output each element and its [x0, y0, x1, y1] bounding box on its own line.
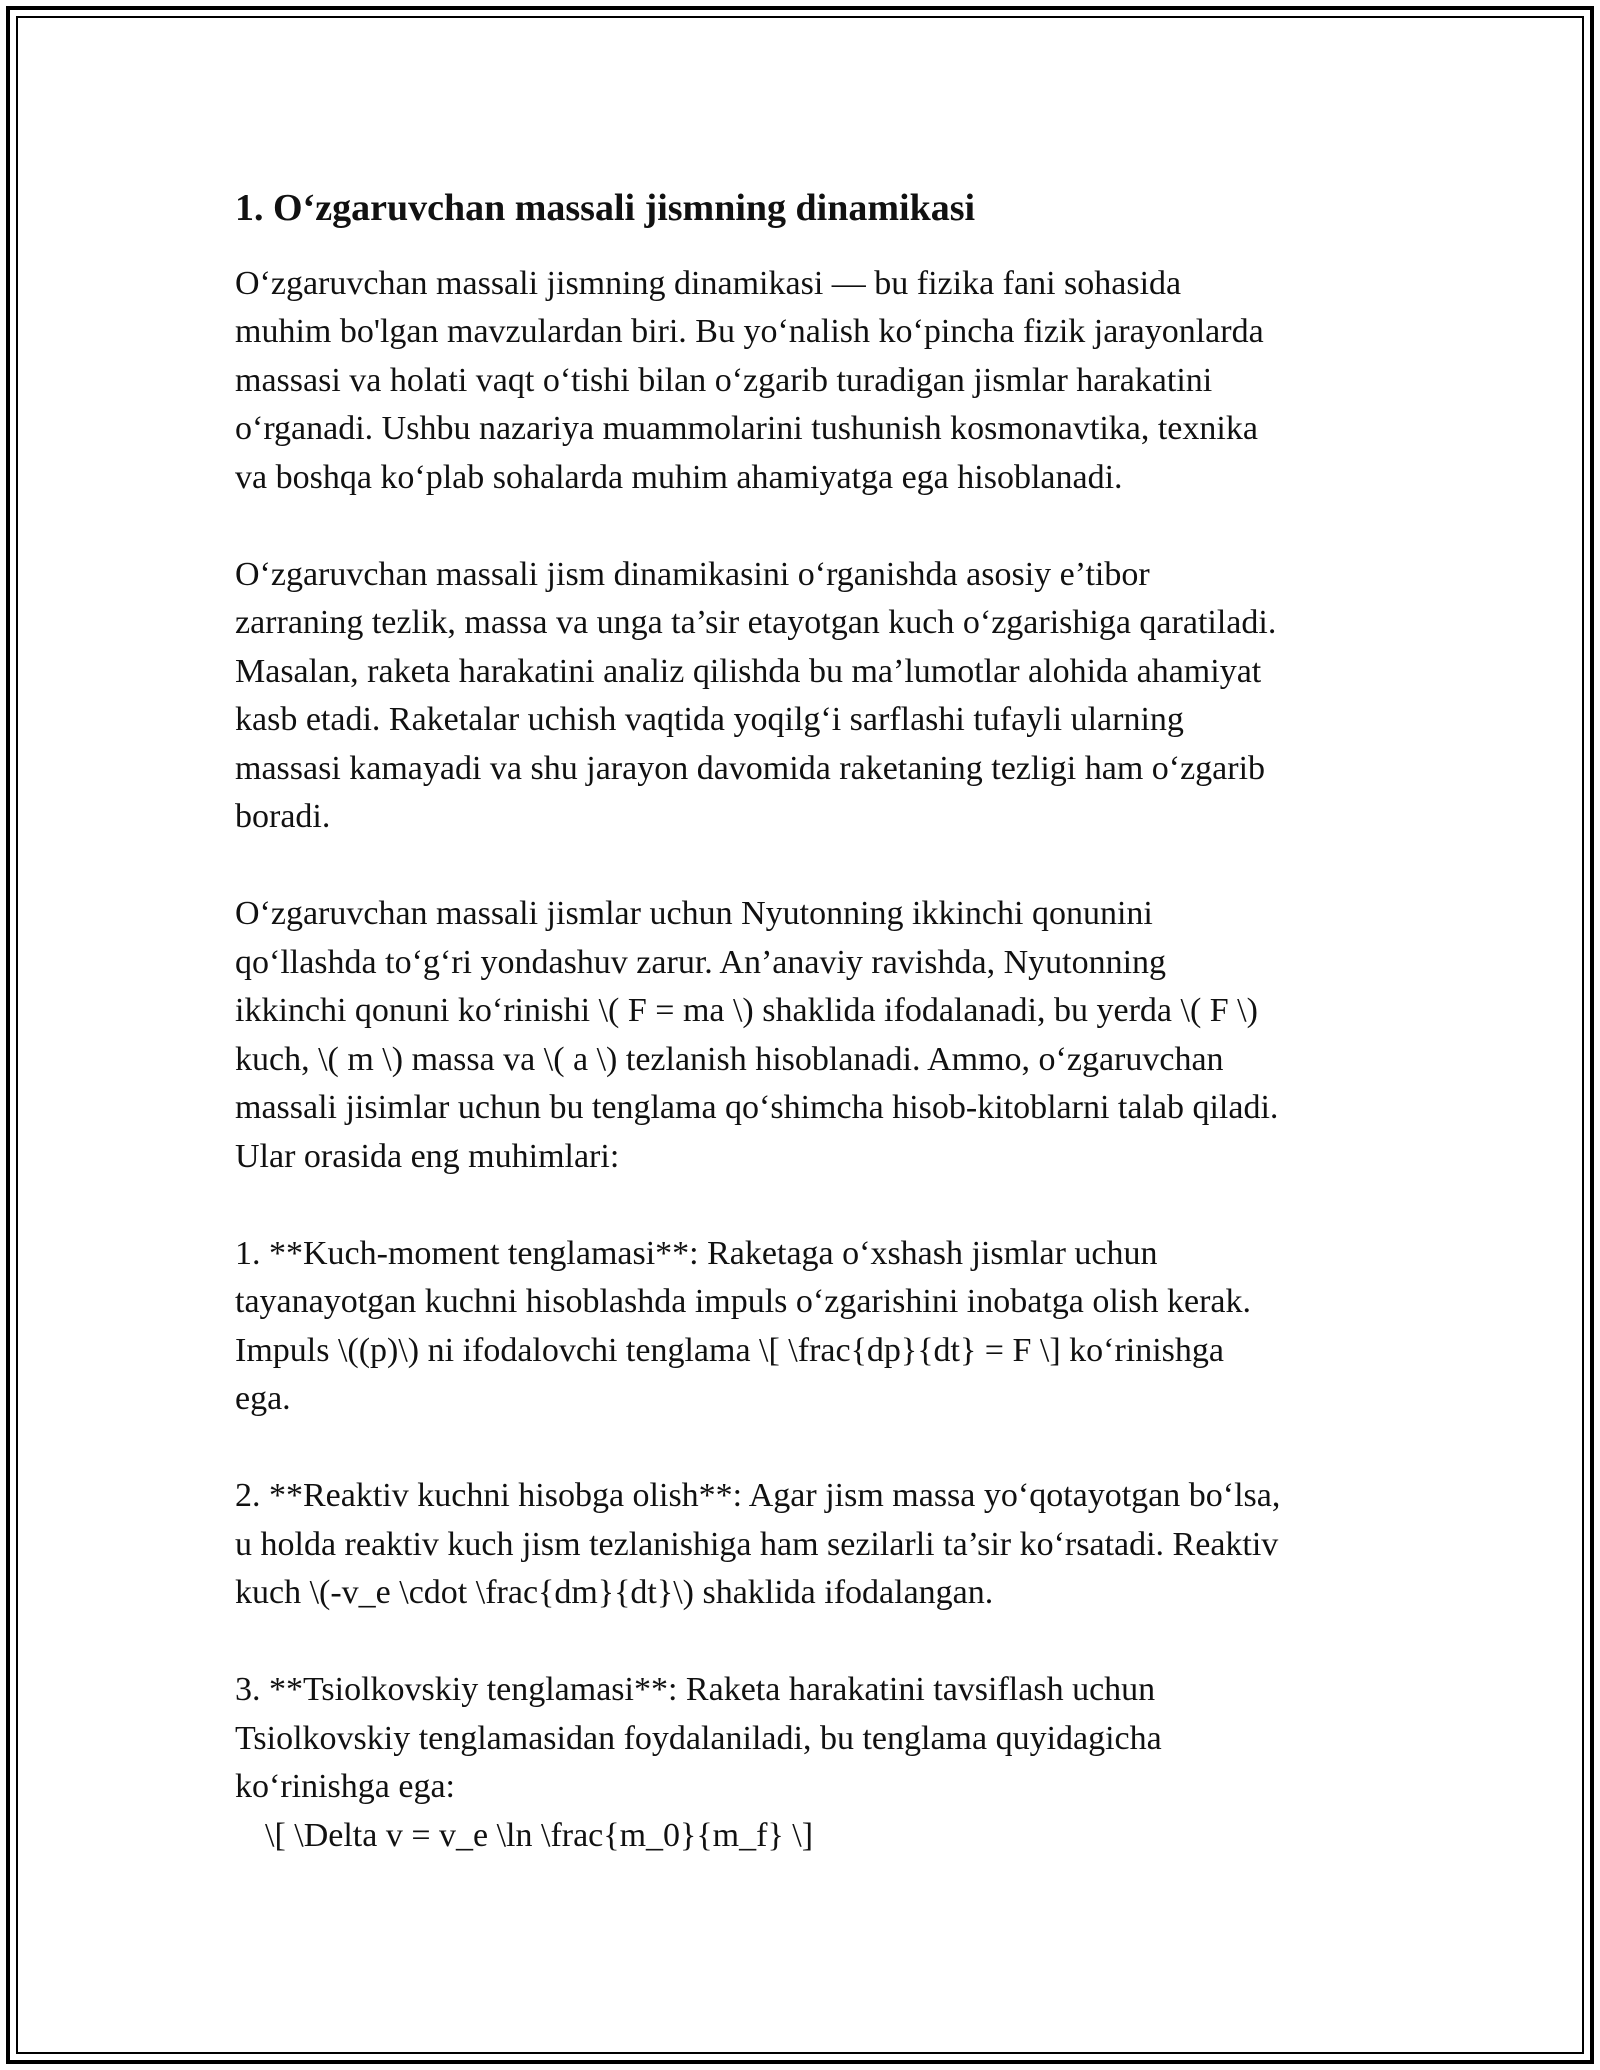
paragraph-spacer: [235, 842, 1385, 891]
paragraph-newton-law: O‘zgaruvchan massali jismlar uchun Nyutonning ikkinchi qonunini qo‘llashda to‘g‘ri yondashuv zarur. An’anaviy ravishda, Nyutonning ikkinchi qonuni ko‘rinishi \( F = ma \) shaklida ifodalanadi, bu yerda \( F \) kuch, \( m \) massa va \( a \) tezlanish hisoblanadi. Ammo, o‘zgaruvchan massali jisimlar uchun bu tenglama qo‘shimcha hisob-kitoblarni talab qiladi. Ular orasida eng muhimlari:: [235, 895, 1279, 1175]
paragraph-intro: O‘zgaruvchan massali jismning dinamikasi — bu fizika fani sohasida muhim bo'lgan mavzulardan biri. Bu yo‘nalish ko‘pincha fizik jarayonlarda massasi va holati vaqt o‘tishi bilan o‘zgarib turadigan jismlar harakatini o‘rganadi. Ushbu nazariya muammolarini tushunish kosmonavtika, texnika va boshqa ko‘plab sohalarda muhim ahamiyatga ega hisoblanadi.: [235, 264, 1264, 496]
section-heading: 1. O‘zgaruvchan massali jismning dinamikasi: [235, 187, 976, 229]
document-body: [235, 186, 1385, 1860]
paragraph-spacer: [235, 1618, 1385, 1667]
paragraph-spacer: [235, 1424, 1385, 1473]
paragraph-spacer: [235, 1181, 1385, 1230]
tsiolkovsky-formula: \[ \Delta v = v_e \ln \frac{m_0}{m_f} \]: [265, 1816, 814, 1854]
list-item-tsiolkovsky: 3. **Tsiolkovskiy tenglamasi**: Raketa harakatini tavsiflash uchun Tsiolkovskiy tenglamasidan foydalaniladi, bu tenglama quyidagicha ko‘rinishga ega:: [235, 1671, 1162, 1806]
paragraph-spacer: [235, 502, 1385, 551]
list-item-force-moment: 1. **Kuch-moment tenglamasi**: Raketaga o‘xshash jismlar uchun tayanayotgan kuchni hisoblashda impuls o‘zgarishini inobatga olish kerak. Impuls \((p)\) ni ifodalovchi tenglama \[ \frac{dp}{dt} = F \] ko‘rinishga ega.: [235, 1234, 1251, 1418]
list-item-reactive-force: 2. **Reaktiv kuchni hisobga olish**: Agar jism massa yo‘qotayotgan bo‘lsa, u holda reaktiv kuch jism tezlanishiga ham sezilarli ta’sir ko‘rsatadi. Reaktiv kuch \(-v_e \cdot \frac{dm}{dt}\) shaklida ifodalangan.: [235, 1477, 1281, 1612]
paragraph-focus: O‘zgaruvchan massali jism dinamikasini o‘rganishda asosiy e’tibor zarraning tezlik, massa va unga ta’sir etayotgan kuch o‘zgarishiga qaratiladi. Masalan, raketa harakatini analiz qilishda bu ma’lumotlar alohida ahamiyat kasb etadi. Raketalar uchish vaqtida yoqilg‘i sarflashi tufayli ularning massasi kamayadi va shu jarayon davomida raketaning tezligi ham o‘zgarib boradi.: [235, 555, 1277, 836]
